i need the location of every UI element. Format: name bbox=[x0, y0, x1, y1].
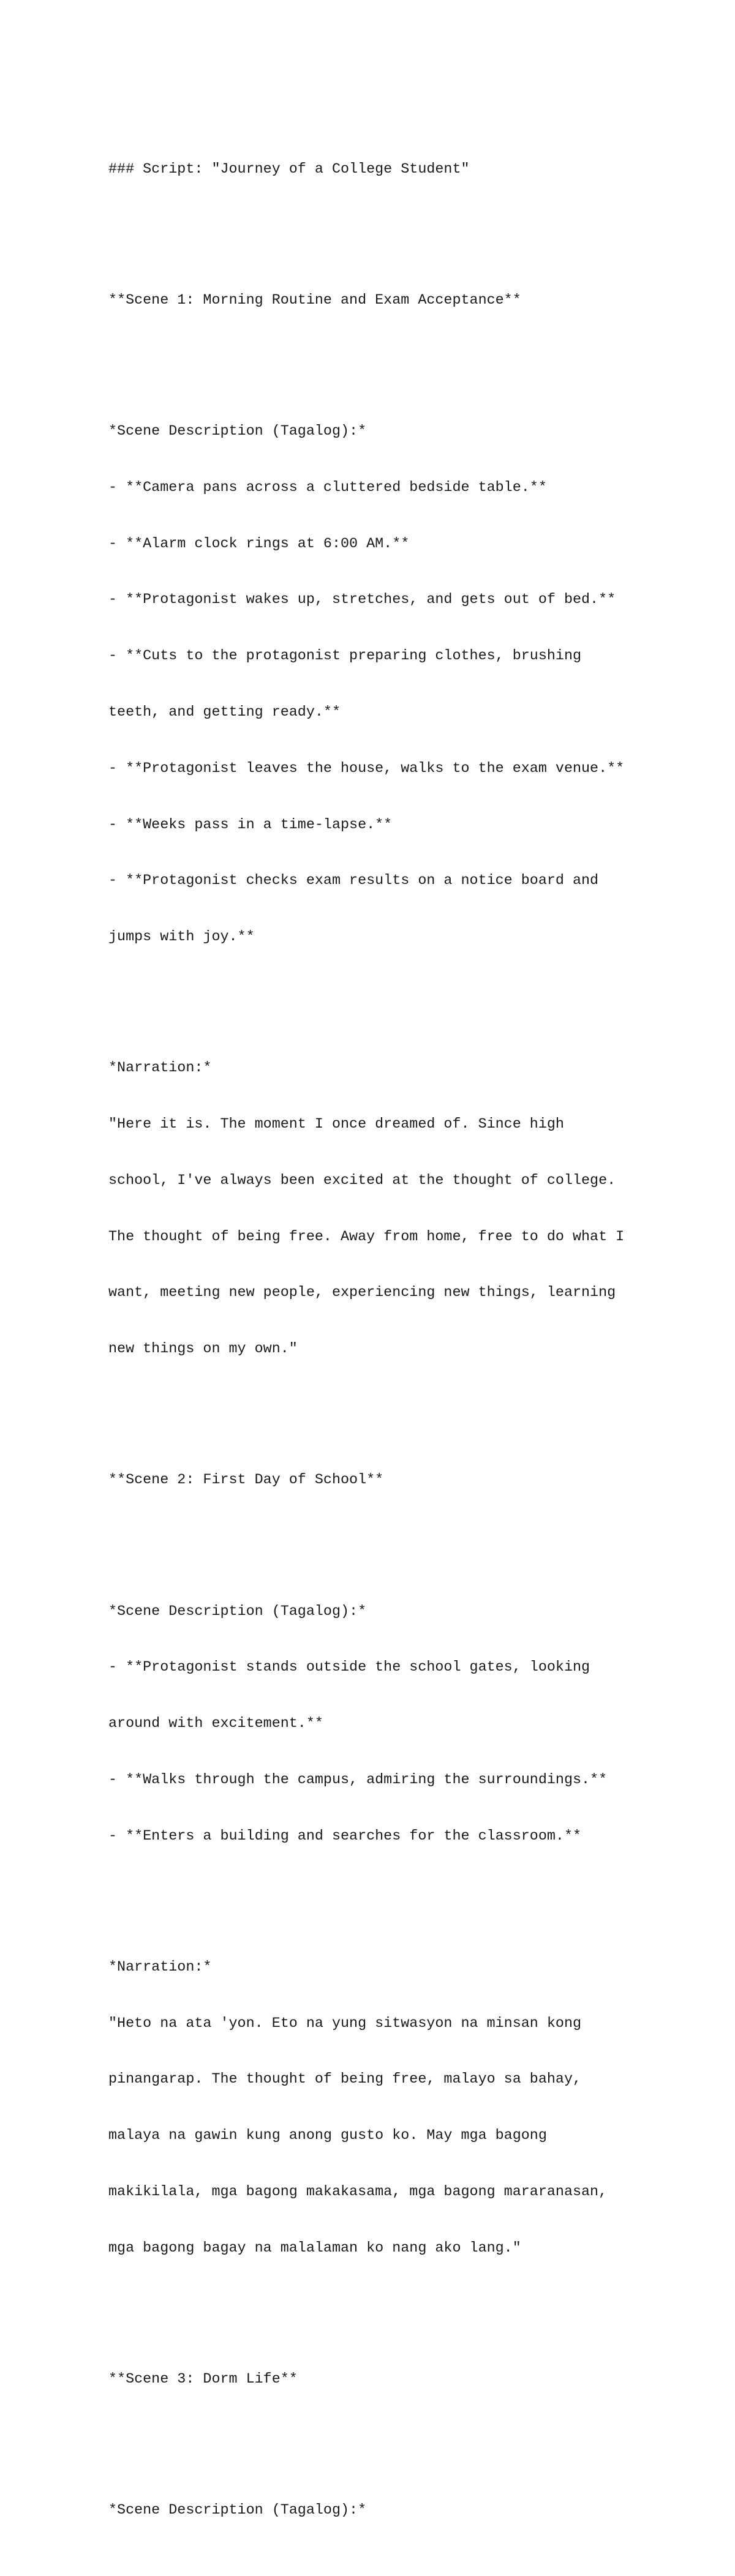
scene-1-description-line: - **Protagonist wakes up, stretches, and gets out of bed.** bbox=[108, 592, 616, 608]
scene-1-heading: **Scene 1: Morning Routine and Exam Acceptance** bbox=[108, 292, 521, 309]
scene-3-heading: **Scene 3: Dorm Life** bbox=[108, 2371, 298, 2387]
spacer bbox=[108, 1527, 647, 1546]
spacer bbox=[108, 348, 647, 367]
spacer bbox=[108, 984, 647, 1003]
scene-1-description-line: - **Protagonist checks exam results on a notice board and bbox=[108, 873, 599, 889]
scene-2-description-line: - **Protagonist stands outside the school gates, looking bbox=[108, 1660, 590, 1676]
scene-1-narration-line: "Here it is. The moment I once dreamed of. Since high bbox=[108, 1117, 564, 1133]
scene-1-description-label: *Scene Description (Tagalog):* bbox=[108, 424, 367, 440]
scene-1-description-line: teeth, and getting ready.** bbox=[108, 705, 341, 721]
scene-2-narration-line: mga bagong bagay na malalaman ko nang ako lang." bbox=[108, 2240, 521, 2256]
scene-1-description-line: - **Alarm clock rings at 6:00 AM.** bbox=[108, 536, 410, 552]
scene-1-description-line: - **Protagonist leaves the house, walks to the exam venue.** bbox=[108, 760, 625, 777]
scene-2-description-line: around with excitement.** bbox=[108, 1716, 323, 1732]
spacer bbox=[108, 1396, 647, 1415]
spacer bbox=[108, 2295, 647, 2314]
scene-2-narration-line: malaya na gawin kung anong gusto ko. May mga bagong bbox=[108, 2128, 547, 2144]
spacer bbox=[108, 217, 647, 236]
scene-2-heading: **Scene 2: First Day of School** bbox=[108, 1472, 384, 1489]
scene-1-narration-label: *Narration:* bbox=[108, 1060, 212, 1077]
scene-1-narration-line: The thought of being free. Away from home, free to do what I bbox=[108, 1229, 625, 1245]
document-title: ### Script: "Journey of a College Student" bbox=[108, 161, 470, 178]
spacer bbox=[108, 1883, 647, 1902]
scene-1-description-line: - **Cuts to the protagonist preparing clothes, brushing bbox=[108, 648, 582, 665]
scene-2-narration-line: "Heto na ata 'yon. Eto na yung sitwasyon na minsan kong bbox=[108, 2015, 582, 2032]
scene-2-description-line: - **Enters a building and searches for the classroom.** bbox=[108, 1828, 582, 1844]
scene-2-narration-line: makikilala, mga bagong makakasama, mga bagong mararanasan, bbox=[108, 2184, 608, 2200]
scene-3-description-label: *Scene Description (Tagalog):* bbox=[108, 2503, 367, 2518]
scene-1-description-line: - **Weeks pass in a time-lapse.** bbox=[108, 817, 393, 833]
scene-2-narration-label: *Narration:* bbox=[108, 1959, 212, 1975]
scene-1-narration-line: want, meeting new people, experiencing new things, learning bbox=[108, 1285, 616, 1301]
scene-2-description-label: *Scene Description (Tagalog):* bbox=[108, 1603, 367, 1620]
scene-2-description-line: - **Walks through the campus, admiring the surroundings.** bbox=[108, 1772, 608, 1788]
spacer bbox=[108, 2427, 647, 2446]
scene-1-narration-line: new things on my own." bbox=[108, 1341, 298, 1358]
scene-1-narration-line: school, I've always been excited at the thought of college. bbox=[108, 1172, 616, 1189]
scene-1-description-line: jumps with joy.** bbox=[108, 929, 255, 946]
scene-1-description-line: - **Camera pans across a cluttered bedside table.** bbox=[108, 479, 547, 496]
script-text bbox=[108, 104, 647, 2576]
scene-2-narration-line: pinangarap. The thought of being free, malayo sa bahay, bbox=[108, 2072, 582, 2088]
